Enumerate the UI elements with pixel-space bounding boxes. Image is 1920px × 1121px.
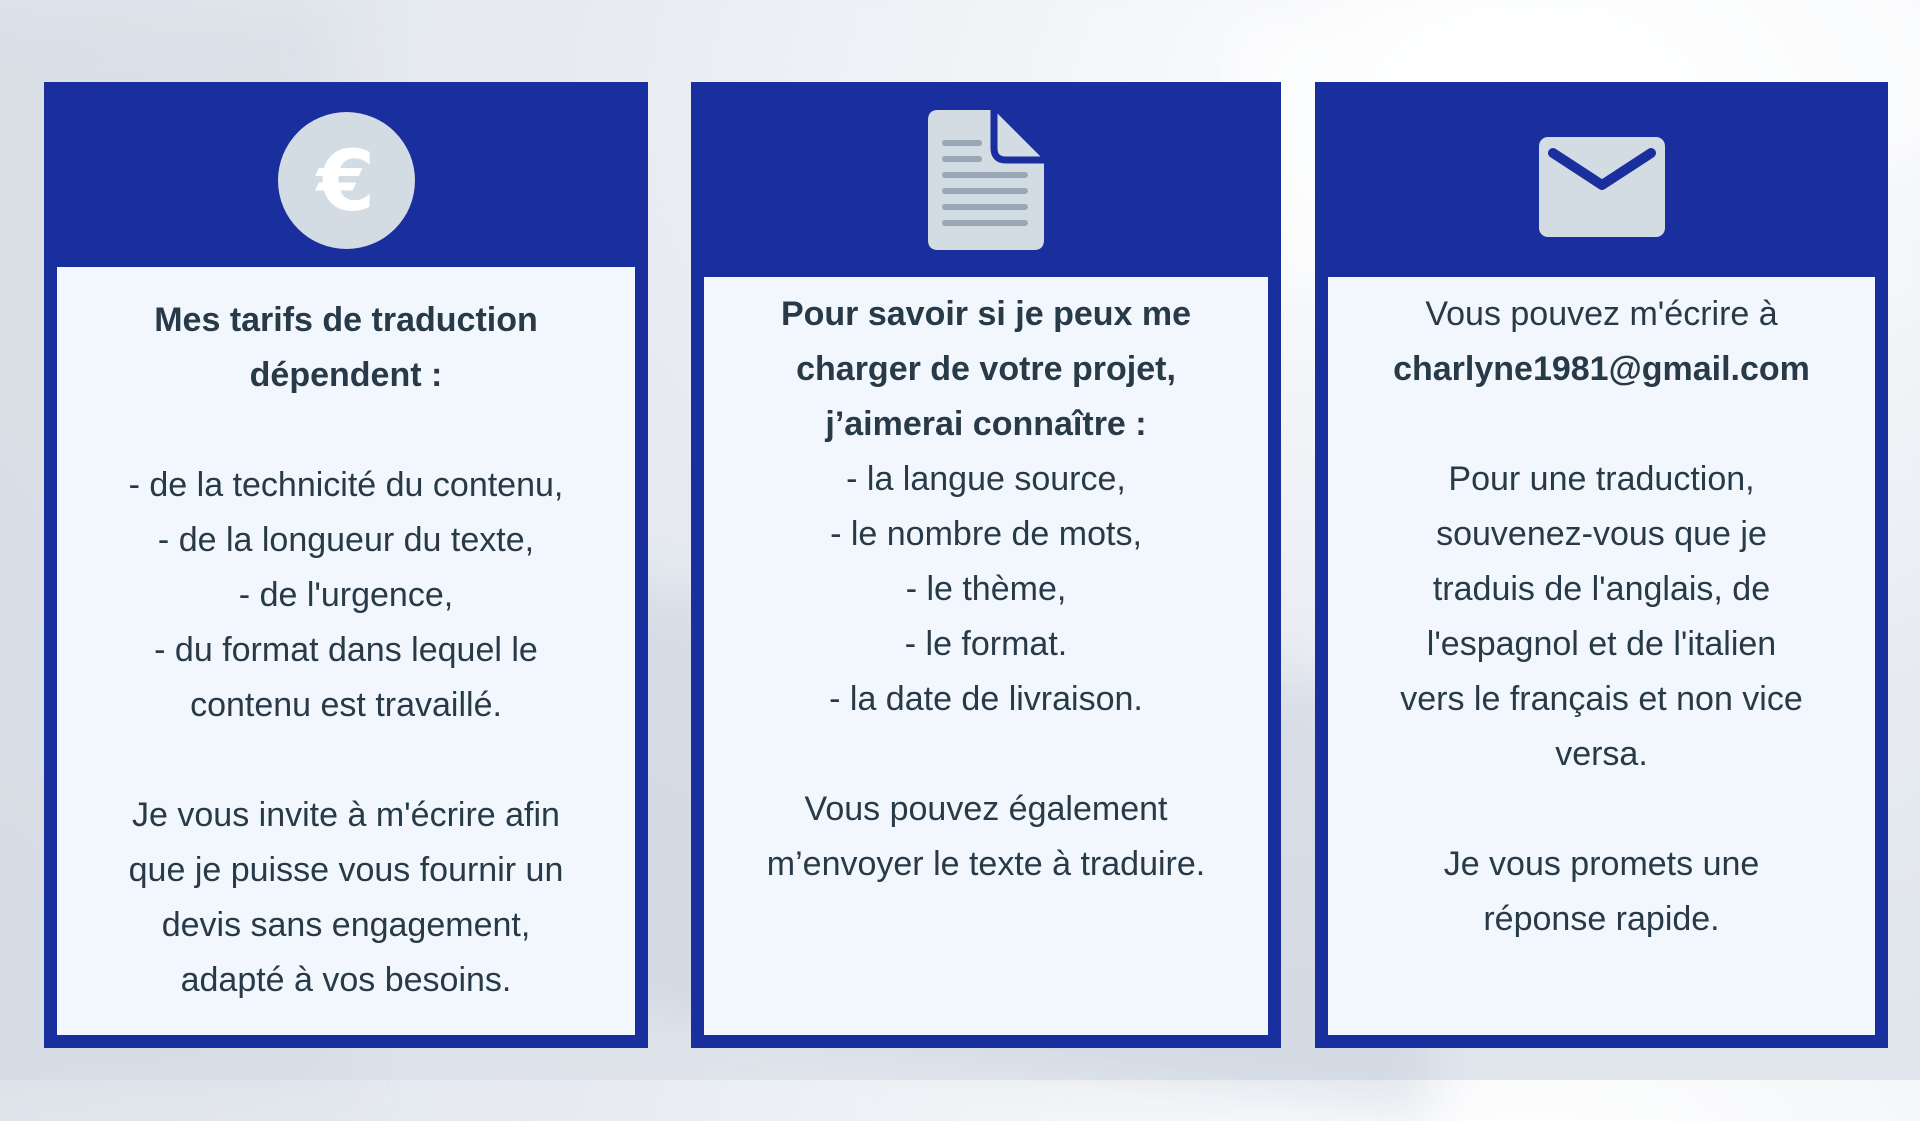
rates-closing-line: adapté à vos besoins. xyxy=(180,961,512,999)
rates-closing-line: que je puisse vous fournir un xyxy=(128,851,564,889)
envelope-icon xyxy=(1539,137,1665,237)
euro-symbol: € xyxy=(316,131,376,230)
rates-factor-item: - du format dans lequel le xyxy=(154,631,538,669)
project-heading-line: j’aimerai connaître : xyxy=(825,405,1147,443)
project-closing-line: m’envoyer le texte à traduire. xyxy=(766,845,1206,883)
contact-body-line: Pour une traduction, xyxy=(1448,460,1755,498)
rates-closing-line: devis sans engagement, xyxy=(161,906,531,944)
project-requirement-item: - le nombre de mots, xyxy=(830,515,1142,553)
rates-factor-item: - de la technicité du contenu, xyxy=(128,466,564,504)
rates-content xyxy=(57,267,635,1035)
project-requirement-item: - le thème, xyxy=(905,570,1067,608)
rates-closing-line: Je vous invite à m'écrire afin xyxy=(132,796,560,834)
rates-heading-line: Mes tarifs de traduction xyxy=(154,301,538,339)
project-heading-line: Pour savoir si je peux me xyxy=(780,295,1192,333)
project-requirement-item: - la langue source, xyxy=(846,460,1126,498)
rates-factor-item: - de l'urgence, xyxy=(238,576,454,614)
project-heading-line: charger de votre projet, xyxy=(796,350,1176,388)
contact-body-line: versa. xyxy=(1555,735,1648,773)
euro-icon xyxy=(278,112,415,249)
contact-intro: Vous pouvez m'écrire à xyxy=(1425,295,1778,333)
contact-icon-area xyxy=(1315,137,1888,237)
contact-closing-line: réponse rapide. xyxy=(1483,900,1720,938)
project-icon-area xyxy=(691,110,1281,250)
rates-icon-area xyxy=(44,112,648,249)
project-card xyxy=(691,82,1281,1048)
project-requirement-item: - le format. xyxy=(904,625,1068,663)
contact-body-line: souvenez-vous que je xyxy=(1436,515,1767,553)
rates-heading-line: dépendent : xyxy=(249,356,443,394)
contact-body-line: traduis de l'anglais, de xyxy=(1432,570,1771,608)
contact-body-line: l'espagnol et de l'italien xyxy=(1426,625,1777,663)
contact-card xyxy=(1315,82,1888,1048)
rates-card xyxy=(44,82,648,1048)
project-content xyxy=(704,277,1268,1035)
contact-closing-line: Je vous promets une xyxy=(1443,845,1760,883)
rates-factor-item: contenu est travaillé. xyxy=(190,686,502,724)
document-icon xyxy=(928,110,1044,250)
contact-body-line: vers le français et non vice xyxy=(1400,680,1803,718)
contact-content xyxy=(1328,277,1875,1035)
contact-email[interactable]: charlyne1981@gmail.com xyxy=(1393,350,1810,388)
rates-factor-item: - de la longueur du texte, xyxy=(157,521,535,559)
project-closing-line: Vous pouvez également xyxy=(804,790,1168,828)
project-requirement-item: - la date de livraison. xyxy=(829,680,1143,718)
